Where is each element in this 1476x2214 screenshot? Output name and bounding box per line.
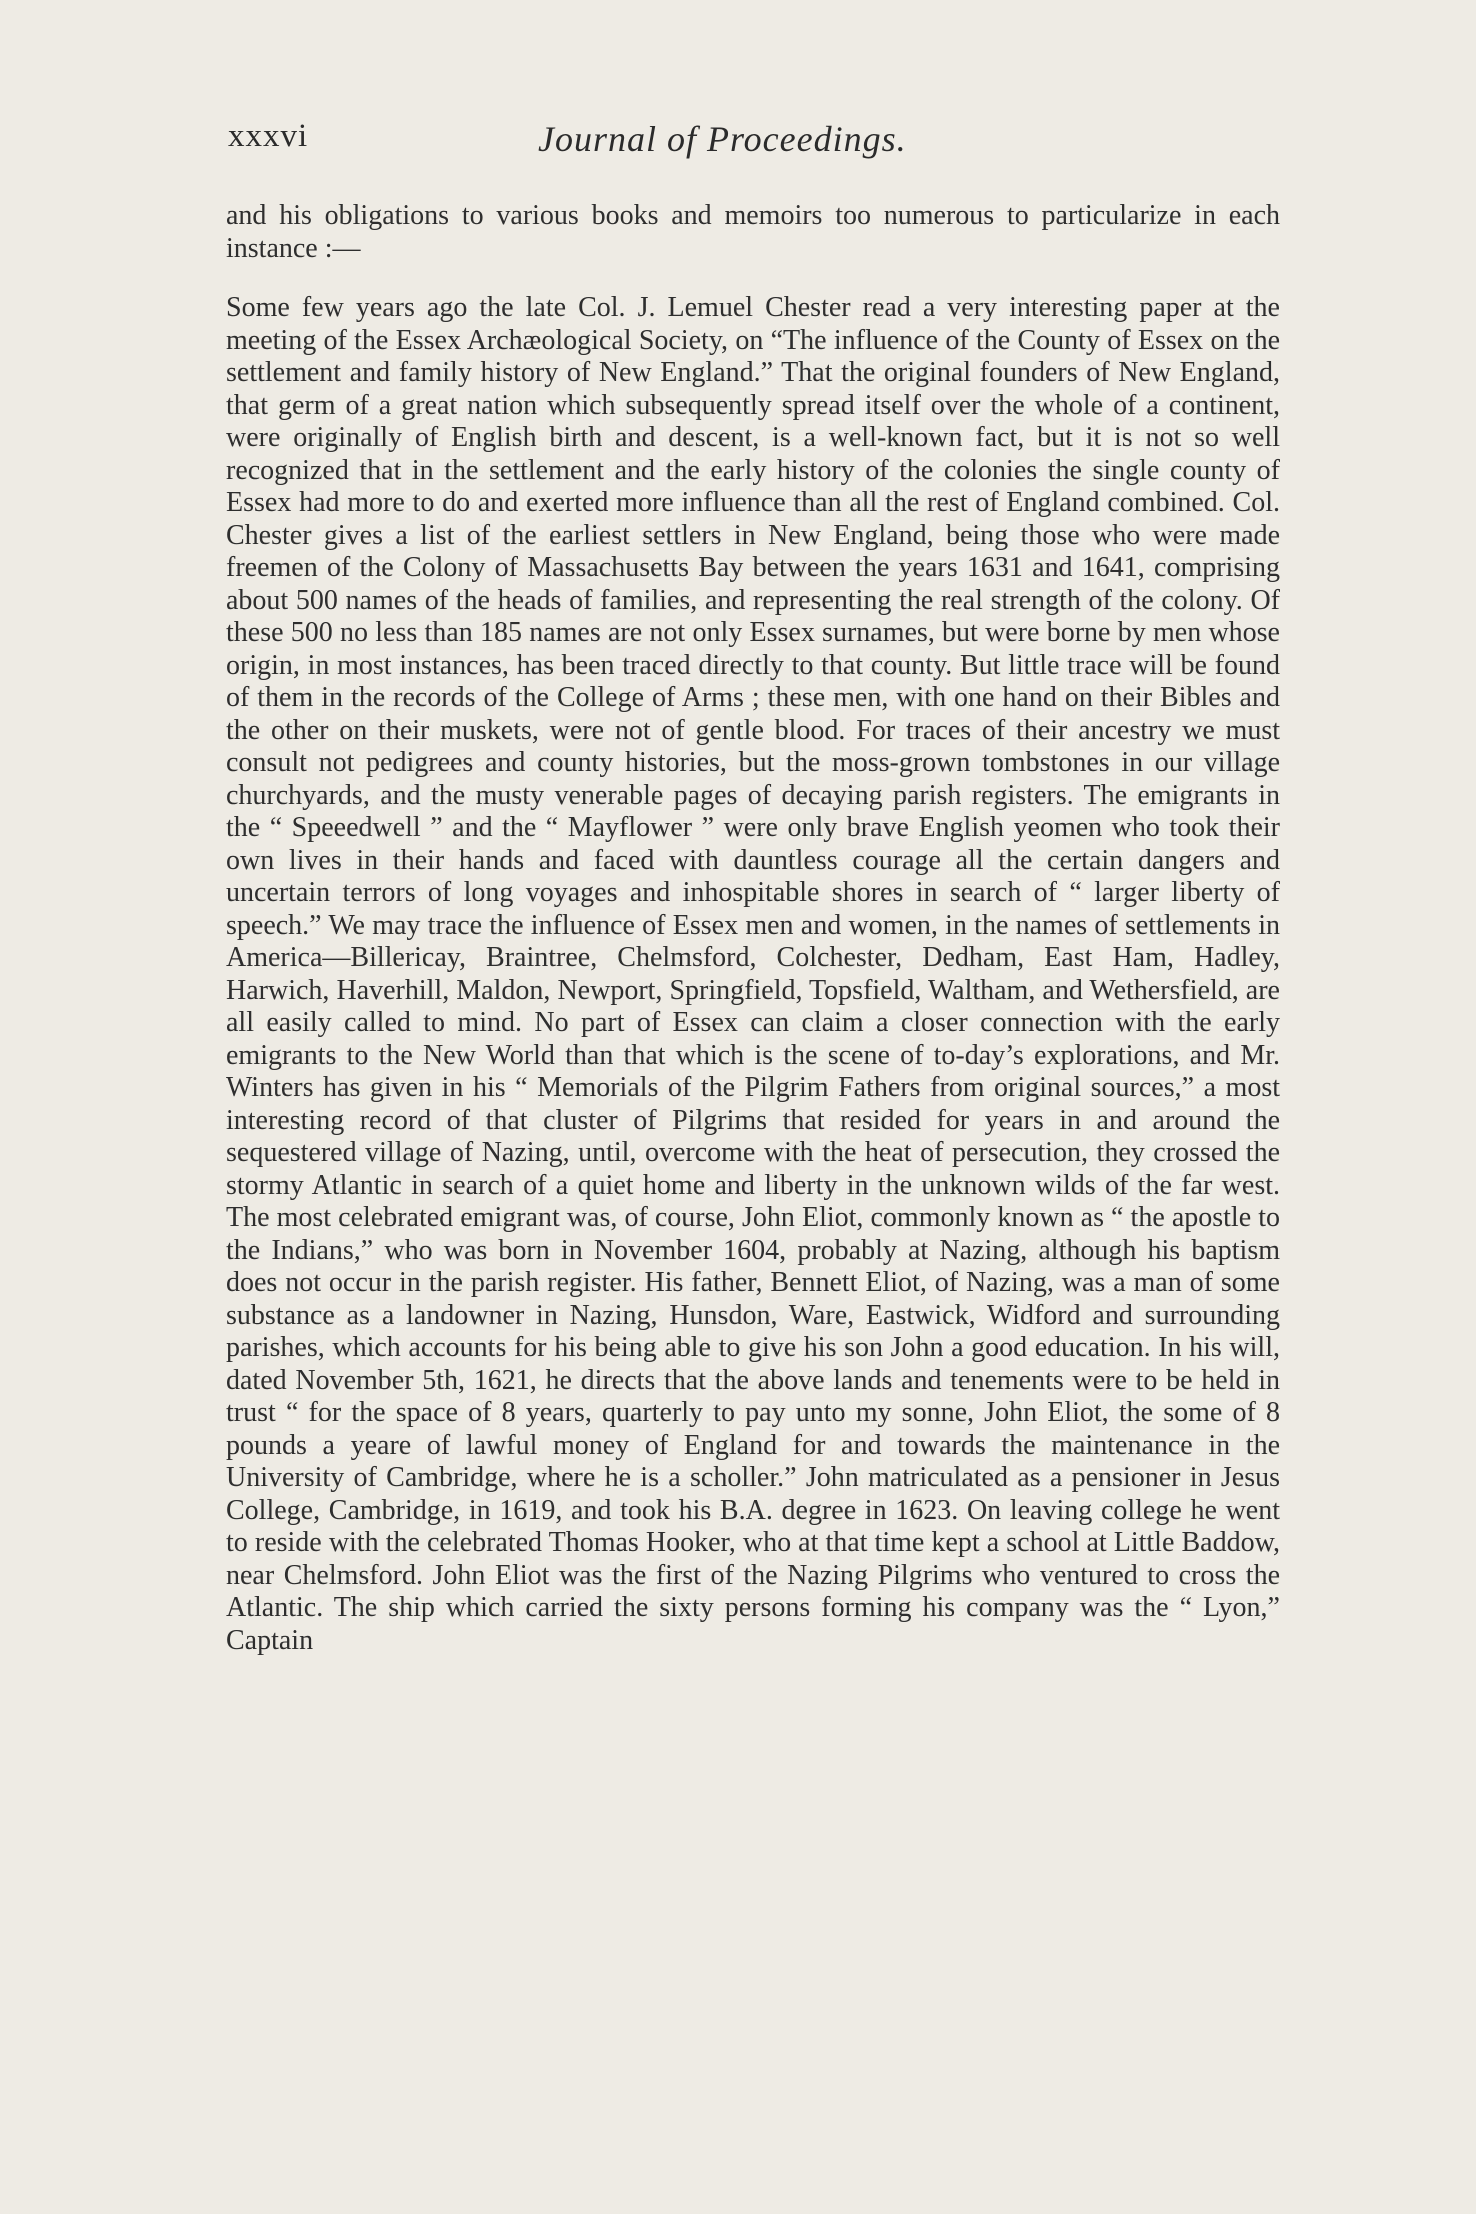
main-paragraph: Some few years ago the late Col. J. Lemuel Chester read a very interesting paper at the meeting of the Essex Archæological Society, on “The influence of the County of Essex on the settlement and family history of New England.” That the original founders of New England, that germ of a great nation which subsequently spread itself over the whole of a continent, were originally of English birth and descent, is a well-known fact, but it is not so well recognized that in the settlement and the early history of the colonies the single county of Essex had more to do and exerted more influence than all the rest of England combined. Col. Chester gives a list of the earliest settlers in New England, being those who were made freemen of the Colony of Massachusetts Bay between the years 1631 and 1641, comprising about 500 names of the heads of families, and representing the real strength of the colony. Of these 500 no less than 185 names are not only Essex surnames, but were borne by men whose origin, in most instances, has been traced directly to that county. But little trace will be found of them in the records of the College of Arms ; these men, with one hand on their Bibles and the other on their muskets, were not of gentle blood. For traces of their ancestry we must consult not pedigrees and county histories, but the moss-grown tombstones in our village churchyards, and the musty venerable pages of decaying parish registers. The emigrants in the “ Speeedwell ” and the “ Mayflower ” were only brave English yeomen who took their own lives in their hands and faced with dauntless courage all the certain dangers and uncertain terrors of long voyages and inhospitable shores in search of “ larger liberty of speech.” We may trace the influence of Essex men and women, in the names of settlements in America—Billericay, Braintree, Chelmsford, Colchester, Dedham, East Ham, Hadley, Harwich, Haverhill, Maldon, Newport, Springfield, Topsfield, Waltham, and Wethersfield, are all easily called to mind. No part of Essex can claim a closer connection with the early emigrants to the New World than that which is the scene of to-day’s explorations, and Mr. Winters has given in his “ Memorials of the Pilgrim Fathers from original sources,” a most interesting record of that cluster of Pilgrims that resided for years in and around the sequestered village of Nazing, until, overcome with the heat of persecution, they crossed the stormy Atlantic in search of a quiet home and liberty in the unknown wilds of the far west. The most celebrated emigrant was, of course, John Eliot, commonly known as “ the apostle to the Indians,” who was born in November 1604, probably at Nazing, although his baptism does not occur in the parish register. His father, Bennett Eliot, of Nazing, was a man of some substance as a landowner in Nazing, Hunsdon, Ware, Eastwick, Widford and surrounding parishes, which accounts for his being able to give his son John a good education. In his will, dated November 5th, 1621, he directs that the above lands and tenements were to be held in trust “ for the space of 8 years, quarterly to pay unto my sonne, John Eliot, the some of 8 pounds a yeare of lawful money of England for and towards the maintenance in the University of Cambridge, where he is a scholler.” John matriculated as a pensioner in Jesus College, Cambridge, in 1619, and took his B.A. degree in 1623. On leaving college he went to reside with the celebrated Thomas Hooker, who at that time kept a school at Little Baddow, near Chelmsford. John Eliot was the first of the Nazing Pilgrims who ventured to cross the Atlantic. The ship which carried the sixty persons forming his company was the “ Lyon,” Captain	[226, 292, 1280, 1656]
page-number: xxxvi	[228, 118, 309, 154]
intro-paragraph: and his obligations to various books and memoirs too numerous to particularize in each instance :—	[226, 200, 1280, 264]
page-header	[228, 118, 1278, 168]
running-title: Journal of Proceedings.	[538, 119, 907, 159]
body-text	[226, 200, 1280, 1657]
